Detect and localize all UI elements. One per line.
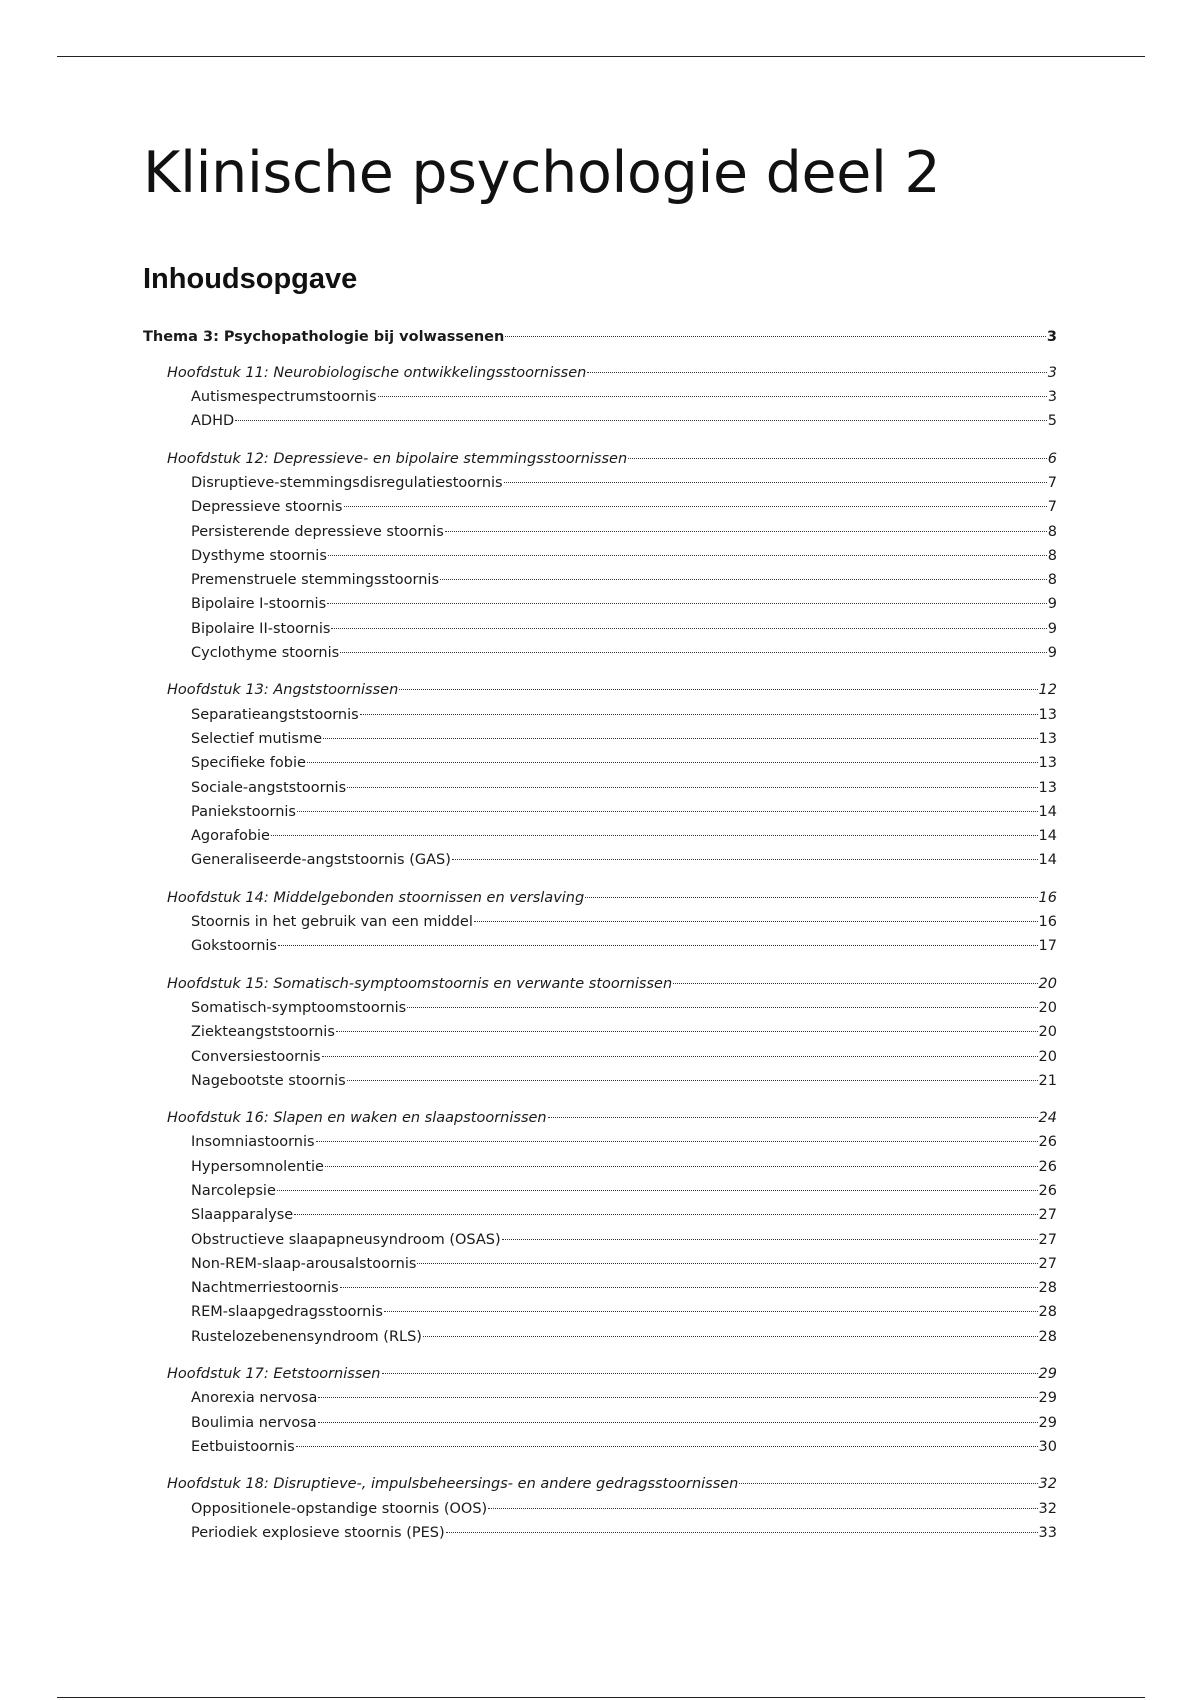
toc-entry-page: 8: [1047, 523, 1057, 540]
footer-rule: [57, 1697, 1145, 1698]
toc-section-entry[interactable]: [143, 1228, 1057, 1252]
toc-entry-label: Nagebootste stoornis: [191, 1072, 346, 1089]
toc-entry-label: Narcolepsie: [191, 1183, 276, 1199]
toc-entry-page: 20: [1038, 1048, 1057, 1065]
toc-entry-page: 28: [1038, 1280, 1057, 1297]
toc-entry-page: 13: [1038, 706, 1057, 723]
toc-leader-dots: [585, 897, 1037, 898]
toc-section-entry[interactable]: [143, 1435, 1057, 1459]
toc-entry-label: Bipolaire I-stoornis: [191, 596, 327, 613]
toc-section-entry[interactable]: [143, 934, 1057, 958]
toc-entry-label: Rustelozebenensyndroom (RLS): [191, 1328, 422, 1345]
toc-chapter-group: [143, 1362, 1057, 1459]
toc-leader-dots: [271, 835, 1038, 836]
toc-entry-page: 6: [1047, 450, 1057, 467]
toc-section-entry[interactable]: [143, 800, 1057, 824]
toc-chapter-group: [143, 1106, 1057, 1349]
toc-section-entry[interactable]: [143, 409, 1057, 433]
toc-leader-dots: [440, 579, 1047, 580]
toc-leader-dots: [235, 420, 1047, 421]
toc-leader-dots: [423, 1336, 1038, 1337]
toc-leader-dots: [327, 603, 1047, 604]
toc-entry-page: 32: [1038, 1500, 1057, 1517]
toc-entry-page: 27: [1038, 1255, 1057, 1272]
toc-chapter-entry[interactable]: [143, 1106, 1057, 1130]
toc-entry-label: Boulimia nervosa: [191, 1414, 317, 1431]
toc-section-entry[interactable]: [143, 751, 1057, 775]
toc-entry-page: 29: [1038, 1414, 1057, 1431]
toc-leader-dots: [294, 1214, 1037, 1215]
toc-section-entry[interactable]: [143, 520, 1057, 544]
toc-section-entry[interactable]: [143, 1300, 1057, 1324]
toc-section-entry[interactable]: [143, 568, 1057, 592]
toc-section-entry[interactable]: [143, 1386, 1057, 1410]
toc-leader-dots: [323, 738, 1038, 739]
toc-leader-dots: [318, 1397, 1037, 1398]
toc-section-entry[interactable]: [143, 1497, 1057, 1521]
toc-entry-page: 28: [1038, 1328, 1057, 1345]
toc-leader-dots: [296, 1446, 1038, 1447]
toc-section-entry[interactable]: [143, 1252, 1057, 1276]
toc-section-entry[interactable]: [143, 1276, 1057, 1300]
toc-leader-dots: [328, 555, 1047, 556]
toc-entry-label: Autismespectrumstoornis: [191, 389, 377, 406]
toc-entry-page: 13: [1038, 730, 1057, 747]
toc-entry-label: Bipolaire II-stoornis: [191, 620, 331, 637]
toc-entry-page: 28: [1038, 1304, 1057, 1321]
toc-entry-label: Obstructieve slaapapneusyndroom (OSAS): [191, 1231, 501, 1248]
toc-leader-dots: [360, 714, 1038, 715]
toc-section-entry[interactable]: [143, 641, 1057, 665]
toc-entry-page: 7: [1047, 474, 1057, 491]
toc-section-entry[interactable]: [143, 1411, 1057, 1435]
toc-entry-page: 3: [1047, 389, 1057, 406]
toc-section-entry[interactable]: [143, 1325, 1057, 1349]
toc-leader-dots: [318, 1422, 1038, 1423]
toc-entry-label: Hoofdstuk 11: Neurobiologische ontwikkelingsstoornissen: [167, 364, 587, 381]
toc-entry-page: 13: [1038, 755, 1057, 772]
toc-chapter-entry[interactable]: [143, 678, 1057, 702]
toc-leader-dots: [502, 1239, 1038, 1240]
toc-leader-dots: [277, 1190, 1038, 1191]
toc-entry-page: 13: [1038, 779, 1057, 796]
toc-entry-label: Oppositionele-opstandige stoornis (OOS): [191, 1500, 488, 1517]
toc-section-entry[interactable]: [143, 703, 1057, 727]
toc-leader-dots: [340, 652, 1047, 653]
toc-leader-dots: [739, 1483, 1037, 1484]
toc-entry-page: 26: [1038, 1183, 1057, 1199]
toc-entry-label: Cyclothyme stoornis: [191, 645, 340, 662]
toc-entry-label: Hoofdstuk 15: Somatisch-symptoomstoornis en verwante stoornissen: [167, 975, 673, 992]
toc-entry-label: Specifieke fobie: [191, 755, 306, 772]
toc-entry-label: Conversiestoornis: [191, 1048, 321, 1065]
toc-chapter-entry[interactable]: [143, 886, 1057, 910]
toc-leader-dots: [384, 1311, 1038, 1312]
toc-entry-label: Selectief mutisme: [191, 730, 323, 747]
toc-entry-label: Somatisch-symptoomstoornis: [191, 999, 407, 1016]
toc-entry-page: 29: [1038, 1390, 1057, 1407]
toc-entry-label: Hoofdstuk 17: Eetstoornissen: [167, 1366, 381, 1383]
toc-leader-dots: [316, 1141, 1038, 1142]
toc-entry-page: 26: [1038, 1134, 1057, 1151]
toc-section-entry[interactable]: [143, 1179, 1057, 1203]
toc-leader-dots: [445, 531, 1047, 532]
toc-entry-label: Generaliseerde-angststoornis (GAS): [191, 852, 451, 869]
toc-entry-page: 12: [1038, 682, 1057, 699]
toc-leader-dots: [297, 811, 1038, 812]
toc-entry-label: Depressieve stoornis: [191, 499, 343, 516]
toc-entry-label: Paniekstoornis: [191, 803, 296, 820]
toc-section-entry[interactable]: [143, 1020, 1057, 1044]
toc-entry-label: Hoofdstuk 12: Depressieve- en bipolaire stemmingsstoornissen: [167, 450, 628, 467]
toc-leader-dots: [340, 1287, 1038, 1288]
toc-section-entry[interactable]: [143, 592, 1057, 616]
document-title: Klinische psychologie deel 2: [143, 140, 941, 206]
toc-entry-label: Nachtmerriestoornis: [191, 1280, 339, 1297]
toc-entry-page: 21: [1038, 1072, 1057, 1089]
toc-entry-label: Agorafobie: [191, 828, 270, 845]
toc-entry-page: 8: [1047, 547, 1057, 564]
toc-entry-page: 20: [1038, 975, 1057, 992]
toc-entry-label: ADHD: [191, 413, 235, 430]
toc-section-entry[interactable]: [143, 1203, 1057, 1227]
toc-theme-entry[interactable]: [143, 325, 1057, 349]
toc-leader-dots: [628, 458, 1047, 459]
toc-leader-dots: [548, 1117, 1038, 1118]
toc-chapter-entry[interactable]: [143, 361, 1057, 385]
toc-entry-page: 33: [1038, 1524, 1057, 1541]
toc-entry-page: 5: [1047, 413, 1057, 430]
toc-entry-label: Dysthyme stoornis: [191, 547, 327, 564]
toc-leader-dots: [446, 1532, 1038, 1533]
toc-entry-label: Anorexia nervosa: [191, 1390, 318, 1407]
toc-section-entry[interactable]: [143, 495, 1057, 519]
toc-entry-page: 14: [1038, 828, 1057, 845]
toc-section-entry[interactable]: [143, 617, 1057, 641]
toc-entry-page: 32: [1038, 1476, 1057, 1493]
toc-entry-page: 16: [1038, 889, 1057, 906]
toc-entry-page: 8: [1047, 572, 1057, 589]
toc-entry-label: Separatieangststoornis: [191, 706, 359, 723]
toc-chapters: [143, 361, 1057, 1545]
toc-leader-dots: [399, 689, 1037, 690]
toc-entry-page: 3: [1047, 364, 1057, 381]
toc-entry-label: Hoofdstuk 18: Disruptieve-, impulsbeheersings- en andere gedragsstoornissen: [167, 1476, 739, 1493]
toc-entry-label: Hoofdstuk 14: Middelgebonden stoornissen en verslaving: [167, 889, 585, 906]
toc-entry-page: 9: [1047, 620, 1057, 637]
toc-leader-dots: [336, 1031, 1038, 1032]
toc-chapter-group: [143, 886, 1057, 959]
toc-leader-dots: [474, 921, 1038, 922]
toc-leader-dots: [307, 762, 1038, 763]
toc-chapter-group: [143, 678, 1057, 872]
toc-section-entry[interactable]: [143, 824, 1057, 848]
toc-leader-dots: [278, 945, 1038, 946]
toc-entry-label: REM-slaapgedragsstoornis: [191, 1304, 383, 1321]
toc-entry-label: Gokstoornis: [191, 938, 277, 955]
toc-leader-dots: [452, 859, 1038, 860]
toc-chapter-entry[interactable]: [143, 1472, 1057, 1496]
toc-entry-label: Stoornis in het gebruik van een middel: [191, 914, 473, 931]
toc-entry-page: 14: [1038, 803, 1057, 820]
toc-entry-page: 16: [1038, 914, 1057, 931]
toc-chapter-group: [143, 361, 1057, 434]
toc-entry-label: Premenstruele stemmingsstoornis: [191, 572, 440, 589]
toc-section-entry[interactable]: [143, 385, 1057, 409]
toc-leader-dots: [504, 482, 1047, 483]
toc-heading: Inhoudsopgave: [143, 263, 358, 295]
toc-leader-dots: [325, 1166, 1038, 1167]
toc-entry-page: 24: [1038, 1110, 1057, 1127]
toc-entry-label: Hoofdstuk 16: Slapen en waken en slaapstoornissen: [167, 1110, 547, 1127]
toc-entry-page: 29: [1038, 1366, 1057, 1383]
toc-section-entry[interactable]: [143, 544, 1057, 568]
toc-section-entry[interactable]: [143, 1045, 1057, 1069]
toc-leader-dots: [488, 1508, 1037, 1509]
toc-section-entry[interactable]: [143, 1521, 1057, 1545]
toc-entry-page: 20: [1038, 1024, 1057, 1041]
toc-entry-label: Non-REM-slaap-arousalstoornis: [191, 1255, 417, 1272]
toc-entry-page: 7: [1047, 499, 1057, 516]
toc-leader-dots: [331, 628, 1046, 629]
toc-section-entry[interactable]: [143, 471, 1057, 495]
toc-entry-page: 14: [1038, 852, 1057, 869]
toc-leader-dots: [505, 336, 1046, 337]
toc-entry-label: Insomniastoornis: [191, 1134, 315, 1151]
toc-entry-label: Disruptieve-stemmingsdisregulatiestoornis: [191, 474, 503, 491]
toc-chapter-group: [143, 972, 1057, 1093]
toc-entry-label: Slaapparalyse: [191, 1207, 294, 1224]
toc-section-entry[interactable]: [143, 910, 1057, 934]
toc-leader-dots: [322, 1056, 1038, 1057]
toc-section-entry[interactable]: [143, 1130, 1057, 1154]
toc-chapter-entry[interactable]: [143, 447, 1057, 471]
toc-leader-dots: [382, 1373, 1038, 1374]
header-rule: [57, 56, 1145, 57]
toc-entry-page: 3: [1046, 329, 1057, 345]
toc-leader-dots: [417, 1263, 1037, 1264]
toc-entry-page: 26: [1038, 1158, 1057, 1175]
toc-leader-dots: [587, 372, 1046, 373]
toc-entry-page: 20: [1038, 999, 1057, 1016]
toc-section-entry[interactable]: [143, 1069, 1057, 1093]
toc-leader-dots: [378, 396, 1047, 397]
table-of-contents: [143, 325, 1057, 1558]
toc-section-entry[interactable]: [143, 776, 1057, 800]
toc-section-entry[interactable]: [143, 996, 1057, 1020]
toc-chapter-entry[interactable]: [143, 1362, 1057, 1386]
toc-entry-label: Thema 3: Psychopathologie bij volwassenen: [143, 329, 505, 345]
toc-section-entry[interactable]: [143, 848, 1057, 872]
toc-entry-page: 30: [1038, 1438, 1057, 1455]
toc-entry-page: 27: [1038, 1231, 1057, 1248]
toc-leader-dots: [347, 1080, 1038, 1081]
toc-entry-page: 17: [1038, 938, 1057, 955]
toc-entry-label: Periodiek explosieve stoornis (PES): [191, 1524, 445, 1541]
toc-chapter-entry[interactable]: [143, 972, 1057, 996]
toc-entry-page: 9: [1047, 645, 1057, 662]
toc-chapter-group: [143, 1472, 1057, 1545]
toc-section-entry[interactable]: [143, 1155, 1057, 1179]
toc-leader-dots: [344, 506, 1047, 507]
toc-section-entry[interactable]: [143, 727, 1057, 751]
toc-entry-label: Persisterende depressieve stoornis: [191, 523, 444, 540]
toc-entry-page: 9: [1047, 596, 1057, 613]
toc-leader-dots: [347, 787, 1037, 788]
toc-leader-dots: [673, 983, 1037, 984]
toc-entry-label: Hoofdstuk 13: Angststoornissen: [167, 682, 399, 699]
toc-leader-dots: [407, 1007, 1037, 1008]
toc-entry-page: 27: [1038, 1207, 1057, 1224]
toc-entry-label: Ziekteangststoornis: [191, 1024, 335, 1041]
toc-entry-label: Sociale-angststoornis: [191, 779, 347, 796]
toc-chapter-group: [143, 447, 1057, 666]
toc-entry-label: Eetbuistoornis: [191, 1438, 295, 1455]
toc-entry-label: Hypersomnolentie: [191, 1158, 324, 1175]
